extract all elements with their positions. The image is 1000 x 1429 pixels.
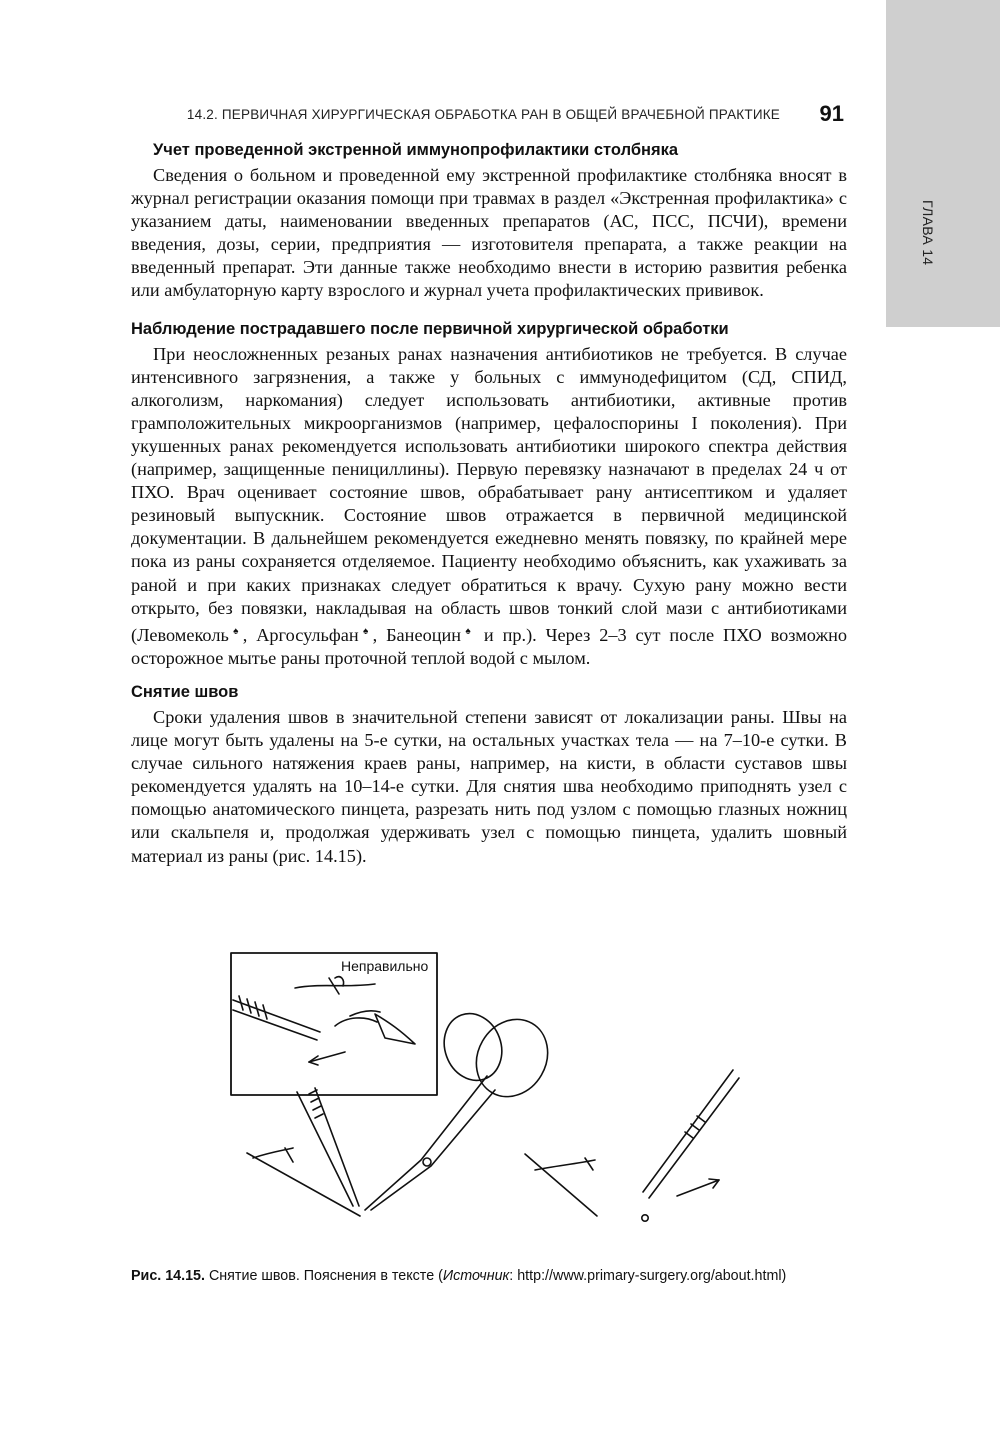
drug-argosulfan: Аргосульфан — [256, 624, 359, 645]
chapter-side-tab — [886, 0, 1000, 327]
paragraph-tetanus-prophylaxis: Сведения о больном и проведенной ему экстренной профилактике столбняка вносят в журнал регистрации оказания помощи при травмах в раздел «Экстренная профилактика» с указанием даты, наименовании введенных препаратов (АС, ПСС, ПСЧИ), времени введения, дозы, серии, предприятия — изготовителя препарата, а также реакции на введенный препарат. Эти данные также необходимо внести в историю развития ребенка или амбулаторную карту взрослого и журнал учета профилактических прививок. — [131, 165, 847, 301]
scissors-blade-2 — [371, 1090, 495, 1210]
drug-mark-2: ♠ — [358, 625, 373, 637]
caption-number: Рис. 14.15. — [131, 1268, 205, 1284]
scissors-blade-1 — [365, 1076, 487, 1210]
observation-text-part-1: При неосложненных резаных ранах назначения антибиотиков не требуется. В случае интенсивного загрязнения, а также у больных с иммунодефицитом (СД, СПИД, алкоголизм, наркомания) следует использовать антибиотики, активные против грамположительных микроорганизмов (например, цефалоспорины I поколения). При укушенных ранах рекомендуется использовать антибиотики широкого спектра действия (например, защищенные пенициллины). Первую перевязку назначают в пределах 24 ч от ПХО. Врач оценивает состояние швов, обрабатывает рану антисептиком и удаляет резиновый выпускник. Состояние швов отражается в первичной медицинской документации. В дальнейшем рекомендуется ежедневно менять повязку, по крайней мере пока из раны сохраняется отделяемое. Пациенту необходимо объяснить, как ухаживать за раной и при каких признаках следует обратиться к врачу. Сухую рану можно вести открыто, без повязки, накладывая на область швов тонкий слой мази с антибиотиками ( — [131, 343, 847, 645]
figure-suture-removal — [225, 948, 740, 1230]
inset-forceps — [233, 1000, 320, 1040]
drug-mark-3: ♠ — [461, 625, 476, 637]
paragraph-post-treatment-observation — [131, 343, 847, 670]
inset-arrow-shaft — [309, 1052, 345, 1062]
running-header — [130, 103, 850, 129]
drug-mark-1: ♠ — [228, 625, 243, 637]
suture-removal-illustration — [225, 948, 740, 1230]
page-number: 91 — [819, 101, 844, 126]
drug-baneocin: Банеоцин — [386, 624, 462, 645]
page-body — [131, 138, 847, 868]
heading-post-treatment-observation: Наблюдение пострадавшего после первичной хирургической обработки — [131, 319, 729, 338]
forceps-main — [297, 1088, 359, 1206]
suture-right — [535, 1158, 595, 1170]
drug-levomekol: Левомеколь — [137, 624, 229, 645]
scissors-ring-2 — [435, 1005, 511, 1088]
skin-line-right — [525, 1154, 597, 1216]
knot-right — [642, 1215, 648, 1221]
scissors-pivot — [423, 1158, 431, 1166]
figure-caption — [131, 1268, 847, 1284]
scissors-ring-1 — [463, 1006, 562, 1109]
observation-text-part-2: и пр.). Через 2–3 сут после ПХО возможно осторожное мытье раны проточной теплой водой с мылом. — [131, 624, 848, 668]
drug-separator-2: , — [372, 624, 387, 645]
drug-separator-1: , — [242, 624, 257, 645]
caption-source: : http://www.primary-surgery.org/about.html) — [509, 1268, 787, 1284]
forceps-right — [643, 1070, 739, 1198]
chapter-side-tab-label: ГЛАВА 14 — [920, 200, 936, 266]
inset-blade — [375, 1014, 415, 1044]
heading-tetanus-prophylaxis: Учет проведенной экстренной иммунопрофилактики столбняка — [153, 141, 679, 159]
running-title: 14.2. ПЕРВИЧНАЯ ХИРУРГИЧЕСКАЯ ОБРАБОТКА РАН В ОБЩЕЙ ВРАЧЕБНОЙ ПРАКТИКЕ — [186, 107, 780, 122]
inset-frame — [231, 953, 437, 1095]
inset-label-incorrect: Неправильно — [341, 958, 429, 974]
caption-text: Снятие швов. Пояснения в тексте ( — [204, 1268, 443, 1284]
paragraph-suture-removal: Сроки удаления швов в значительной степени зависят от локализации раны. Швы на лице могут быть удалены на 5-е сутки, на остальных участках тела — на 7–10-е сутки. В случае сильного натяжения краев раны, например, на кисти, в области суставов швы рекомендуется удалять на 10–14-е сутки. Для снятия шва необходимо приподнять узел с помощью анатомического пинцета, разрезать нить под узлом с помощью глазных ножниц или скальпеля и, продолжая удерживать узел с помощью пинцета, удалить шовный материал из раны (рис. 14.15). — [131, 706, 847, 866]
caption-source-word: Источник — [442, 1268, 510, 1284]
heading-suture-removal: Снятие швов — [131, 682, 239, 701]
inset-thread — [335, 1018, 377, 1026]
